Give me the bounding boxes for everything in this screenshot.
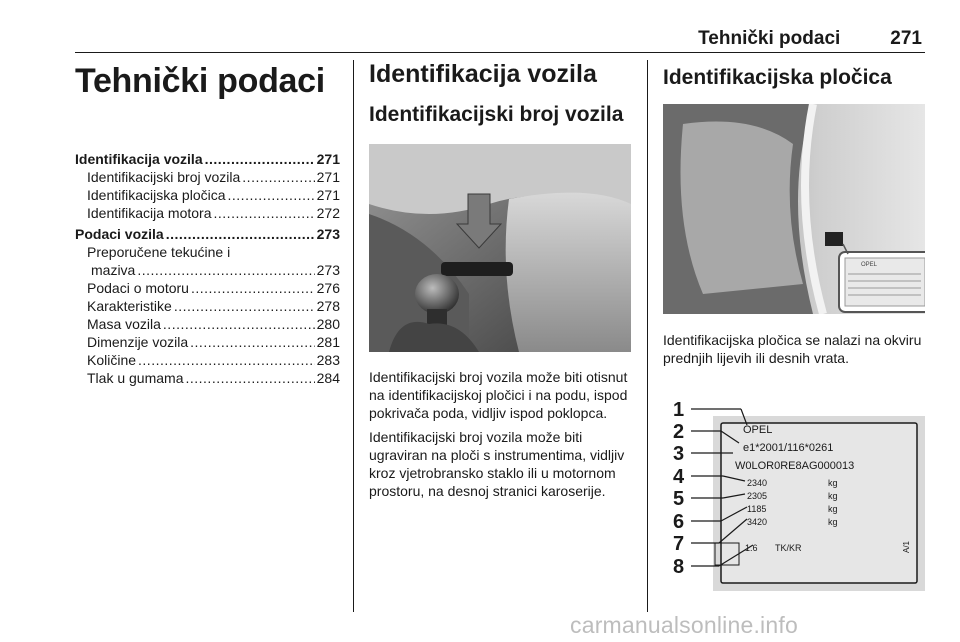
plate-vin: W0LOR0RE8AG000013 [735, 460, 855, 472]
running-head [72, 28, 922, 50]
toc-leader-dots [205, 150, 315, 168]
toc-leader-dots [174, 297, 315, 315]
toc-entry-page: 271 [316, 151, 340, 167]
vin-location-photo [369, 144, 631, 352]
plate-section-title: Identifikacijska pločica [663, 66, 892, 89]
vin-paragraph-1: Identifikacijski broj vozila može biti otisnut na identifikacijskoj pločici i na podu, ispod pokrivača poda, vidljiv ispod poklopca. [369, 369, 628, 421]
toc-entry[interactable] [75, 150, 340, 168]
callout-1: 1 [673, 399, 685, 421]
plate-paragraph: Identifikacijska pločica se nalazi na okviru prednjih lijevih ili desnih vrata. [663, 332, 922, 366]
column-vin [369, 60, 632, 500]
column-divider-1 [353, 60, 354, 612]
toc-entry-page: 280 [316, 316, 340, 332]
toc-entry-label: Karakteristike [87, 298, 172, 314]
toc-leader-dots [166, 225, 315, 243]
toc-leader-dots [214, 204, 315, 222]
toc-entry-label: Tlak u gumama [87, 370, 184, 386]
plate-weight-2: 2305 [747, 491, 768, 501]
toc-entry-label: Identifikacijski broj vozila [87, 169, 241, 185]
plate-unit-4: kg [828, 517, 838, 527]
section-title: Identifikacija vozila [369, 60, 597, 88]
toc-entry-page: 272 [316, 205, 340, 221]
plate-weight-1: 2340 [747, 478, 768, 488]
callout-8: 8 [673, 556, 685, 578]
toc-entry[interactable] [75, 297, 340, 315]
page-number: 271 [890, 28, 922, 49]
toc-entry-label: Identifikacijska pločica [87, 187, 226, 203]
toc-entry-label: Identifikacija motora [87, 205, 212, 221]
table-of-contents [75, 150, 340, 387]
toc-leader-dots [191, 279, 315, 297]
inset-plate-text: OPEL [861, 262, 878, 268]
toc-entry[interactable] [75, 168, 340, 186]
toc-leader-dots [190, 333, 314, 351]
toc-entry-page: 273 [316, 226, 340, 242]
watermark: carmanualsonline.info [570, 612, 798, 638]
toc-entry-label: Podaci vozila [75, 226, 164, 242]
toc-entry-page: 271 [316, 169, 340, 185]
plate-bottom-right: A/1 [902, 540, 911, 553]
toc-entry-label: Podaci o motoru [87, 280, 189, 296]
toc-entry[interactable] [75, 351, 340, 369]
toc-entry[interactable] [75, 204, 340, 222]
toc-entry[interactable] [75, 243, 340, 261]
section-subtitle: Identifikacijski broj vozila [369, 103, 624, 126]
toc-entry[interactable] [75, 369, 340, 387]
chapter-title: Tehnički podaci [75, 62, 325, 100]
toc-entry-page: 273 [316, 262, 340, 278]
callout-6: 6 [673, 511, 685, 533]
plate-weight-3: 1185 [747, 504, 767, 514]
toc-entry-label: Identifikacija vozila [75, 151, 203, 167]
plate-unit-3: kg [828, 504, 838, 514]
column-plate [663, 60, 925, 591]
plate-unit-1: kg [828, 478, 838, 488]
callout-3: 3 [673, 443, 685, 465]
toc-entry-label: Masa vozila [87, 316, 161, 332]
toc-leader-dots [163, 315, 315, 333]
column-contents [75, 60, 340, 387]
toc-leader-dots [185, 369, 314, 387]
toc-leader-dots [138, 351, 315, 369]
toc-entry[interactable] [75, 261, 340, 279]
toc-entry-page: 276 [316, 280, 340, 296]
callout-4: 4 [673, 466, 685, 488]
plate-bottom-left: 1.6 [745, 543, 758, 553]
plate-unit-2: kg [828, 491, 838, 501]
toc-entry-page: 283 [316, 352, 340, 368]
toc-leader-dots [137, 261, 314, 279]
toc-leader-dots [242, 168, 314, 186]
plate-weight-4: 3420 [747, 517, 768, 527]
plate-brand: OPEL [743, 424, 773, 436]
column-divider-2 [647, 60, 648, 612]
plate-bottom-mid: TK/KR [775, 543, 802, 553]
toc-entry[interactable] [75, 279, 340, 297]
toc-entry-label: Količine [87, 352, 137, 368]
callout-7: 7 [673, 533, 685, 555]
callout-2: 2 [673, 421, 685, 443]
callout-5: 5 [673, 488, 685, 510]
plate-approval: e1*2001/116*0261 [743, 442, 834, 454]
toc-entry[interactable] [75, 333, 340, 351]
toc-entry-page: 271 [316, 187, 340, 203]
door-frame-photo [663, 104, 925, 314]
toc-entry[interactable] [75, 225, 340, 243]
header-rule [75, 52, 925, 53]
toc-entry[interactable] [75, 186, 340, 204]
plate-diagram [663, 391, 925, 591]
toc-entry-page: 281 [316, 334, 340, 350]
toc-entry[interactable] [75, 315, 340, 333]
running-head-title: Tehnički podaci [698, 28, 841, 49]
toc-entry-page: 278 [316, 298, 340, 314]
vin-paragraph-2: Identifikacijski broj vozila može biti ugraviran na ploči s instrumentima, vidljiv kroz vjetrobransko staklo ili u motornom prostoru, na desnoj stranici karoserije. [369, 429, 625, 499]
toc-entry-page: 284 [316, 370, 340, 386]
toc-entry-label: maziva [91, 262, 136, 278]
toc-leader-dots [228, 186, 315, 204]
toc-entry-label: Preporučene tekućine i [87, 244, 231, 260]
toc-entry-label: Dimenzije vozila [87, 334, 189, 350]
